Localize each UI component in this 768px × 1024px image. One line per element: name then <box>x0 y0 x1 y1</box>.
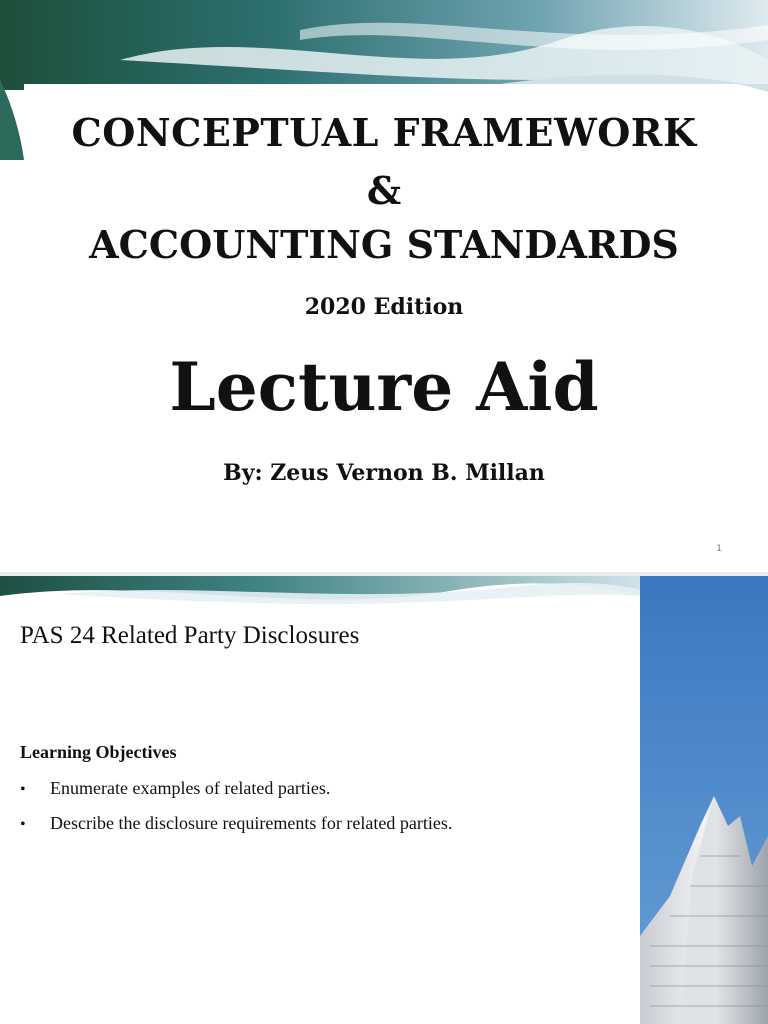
list-item <box>20 778 452 799</box>
bullet-icon: • <box>20 816 26 833</box>
title-line-2: & <box>366 168 402 213</box>
content-slide <box>0 576 768 1024</box>
edition-label: 2020 Edition <box>304 294 464 320</box>
bullet-icon: • <box>20 781 26 798</box>
objective-text: Enumerate examples of related parties. <box>50 778 331 798</box>
author-line: By: Zeus Vernon B. Millan <box>223 460 545 486</box>
objectives-list <box>20 778 452 848</box>
slide-title: PAS 24 Related Party Disclosures <box>20 622 360 649</box>
title-line-1: CONCEPTUAL FRAMEWORK <box>71 110 697 155</box>
page-number: 1 <box>716 544 722 554</box>
title-line-3: ACCOUNTING STANDARDS <box>89 222 679 267</box>
list-item <box>20 813 452 834</box>
objective-text: Describe the disclosure requirements for related parties. <box>50 813 453 833</box>
objectives-heading: Learning Objectives <box>20 742 177 762</box>
wave-banner <box>0 576 640 626</box>
building-photo <box>640 576 768 1024</box>
lecture-heading: Lecture Aid <box>169 348 599 426</box>
